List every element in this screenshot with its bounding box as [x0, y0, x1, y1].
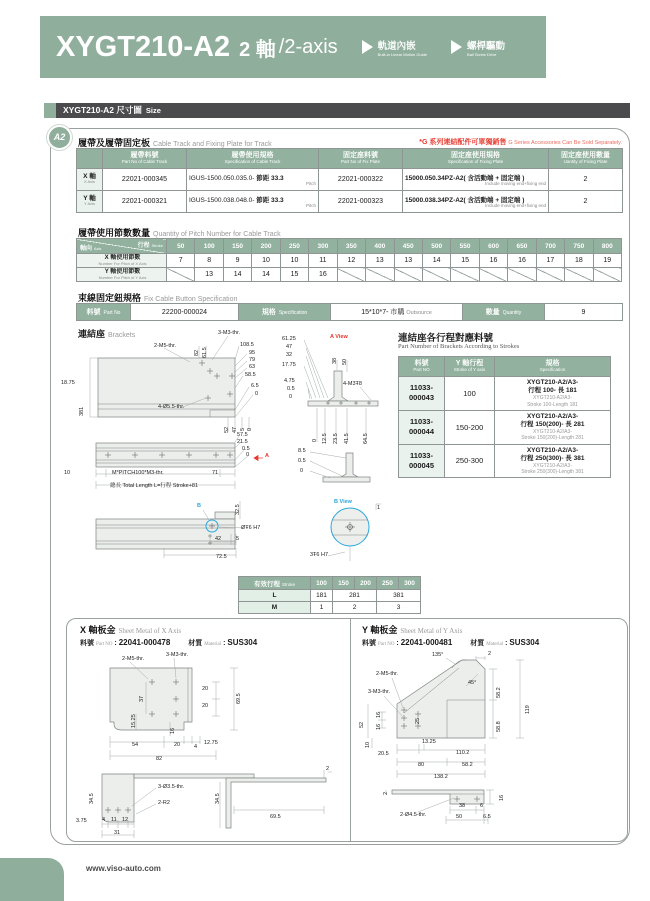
dim-label: 47 [286, 344, 293, 350]
dim-label: 119 [525, 705, 531, 714]
spec-cell: XYGT210-A2/A3- 行程 250(300)- 長 381 XYGT210-A2/A3- Stroke 250(300)-Length 381 [495, 444, 611, 478]
length-label: L [239, 590, 311, 602]
dim-label: 16 [376, 711, 382, 718]
dim-label: 10 [64, 470, 71, 476]
dim-label: 6.5 [251, 383, 259, 389]
dim-label: 69.5 [270, 814, 281, 820]
dim-label: 2-M5-thr. [154, 343, 177, 349]
footer-tab [0, 858, 64, 901]
arrow-right-icon [451, 40, 462, 54]
dim-label: 0 [289, 394, 293, 400]
badge-screw-en: Ball Screw Drive [467, 51, 497, 57]
dim-label: 0.5 [287, 386, 295, 392]
fix-button-row [77, 304, 623, 321]
track-spec-cell: IGUS-1500.038.048.0- 節距 33.3 Pitch [187, 191, 319, 213]
length-value: 181 [311, 590, 333, 602]
header-plate-part: 固定座料號 Part No of Fix Plate [319, 149, 403, 169]
length-row [239, 590, 421, 602]
y-pitch-value: 13 [195, 268, 223, 282]
fix-button-table [76, 303, 623, 321]
dim-label: 138.2 [434, 774, 448, 780]
fix-button-title: 束線固定鈕規格 Fix Cable Button Specification [78, 293, 238, 303]
y-pitch-na [422, 268, 450, 282]
y-pitch-na [536, 268, 564, 282]
part-no-value: 22200-000024 [131, 304, 239, 321]
stroke-col: 150 [223, 239, 251, 254]
dim-label: 1 [377, 505, 381, 511]
y-pitch-value: 15 [280, 268, 308, 282]
dim-label: 57.5 [237, 432, 248, 438]
dim-label: 16 [499, 794, 505, 801]
dim-label: 0 [255, 391, 259, 397]
b-view-label: B View [334, 499, 352, 505]
dim-label: 79 [249, 357, 256, 363]
axis-count-zh: 2 軸 [239, 38, 276, 61]
sheet-divider [350, 618, 351, 842]
dim-label: 45° [468, 680, 477, 686]
header-plate-qty: 固定座使用數量 Uantity of Fixing Plate [549, 149, 623, 169]
stroke-col: 700 [536, 239, 564, 254]
x-pitch-label: X 軸使用節數 Number For Pitch of X Axis [77, 254, 167, 268]
dim-label: 0.5 [242, 446, 250, 452]
axis-label-cell: Y 軸 Y Axis [77, 191, 103, 213]
x-pitch-value: 18 [565, 254, 593, 268]
y-sheet-title: Y 軸板金 Sheet Metal of Y Axis [362, 625, 463, 635]
m-value: 1 [311, 602, 333, 614]
page-title: XYGT210-A2 [56, 30, 231, 63]
x-pitch-value: 11 [309, 254, 337, 268]
dim-label: 20.5 [378, 751, 389, 757]
header-plate-spec: 固定座使用規格 Specification of Fixing Plate [403, 149, 549, 169]
axis-count-en: /2-axis [278, 35, 338, 58]
qty-value: 9 [545, 304, 623, 321]
table-row [399, 377, 611, 411]
x-pitch-value: 19 [593, 254, 621, 268]
y-pitch-na [337, 268, 365, 282]
pitch-table-title: 履帶使用節數數量 Quantity of Pitch Number for Cable Track [78, 228, 281, 238]
dim-label: 5 [236, 536, 240, 542]
dim-label: 58.2 [462, 762, 473, 768]
axis-label-cell: X 軸 X Axis [77, 169, 103, 191]
total-length-label: 總長 Total Length L=行程 Stroke+81 [110, 483, 199, 489]
dim-label: 3-M3-thr. [166, 652, 189, 658]
dim-label: 15.25 [131, 714, 137, 728]
x-pitch-value: 17 [536, 254, 564, 268]
dim-label: 4.75 [284, 378, 295, 384]
dim-label: 52 [359, 721, 365, 728]
feature-badge-guide [362, 38, 427, 57]
y-pitch-label: Y 軸使用節數 Number For Pitch of Y Axis [77, 268, 167, 282]
stroke-col: 800 [593, 239, 621, 254]
dim-label: 20 [202, 703, 209, 709]
x-pitch-value: 16 [508, 254, 536, 268]
dim-label: 4-Ø5.5-thr. [158, 404, 185, 410]
m-value: 2 [333, 602, 377, 614]
badge-screw-zh: 螺桿驅動 [467, 40, 506, 52]
dim-label: 82 [156, 756, 163, 762]
y-pitch-na [451, 268, 479, 282]
header-track-part: 履帶料號 Part No of Cable Track [103, 149, 187, 169]
y-pitch-value: 14 [223, 268, 251, 282]
dim-label: 12.5 [322, 433, 328, 444]
feature-badge-screw [451, 38, 505, 57]
track-part-cell: 22021-000321 [103, 191, 187, 213]
dim-label: 4-M3Ŧ8 [343, 381, 362, 387]
arrow-right-icon [362, 40, 373, 54]
y-pitch-na [565, 268, 593, 282]
dim-label: 3-M3-thr. [368, 689, 391, 695]
stroke-col: 100 [195, 239, 223, 254]
dim-label: ØŦ6 H7 [241, 525, 261, 531]
dim-label: 16 [170, 727, 176, 734]
dim-label: 2 [326, 766, 330, 772]
stroke-col: 500 [422, 239, 450, 254]
header-part: 料號 Part NO [399, 357, 445, 377]
dim-label: 37 [139, 695, 145, 702]
dim-label: 3Ŧ6 H7 [310, 552, 329, 558]
header-band [40, 16, 546, 78]
pitch-table [76, 238, 622, 282]
dim-label: 72.5 [216, 554, 227, 560]
dim-label: 20 [174, 742, 181, 748]
y-pitch-value: 16 [309, 268, 337, 282]
dim-label: 0.5 [298, 458, 306, 464]
m-value: 3 [377, 602, 421, 614]
cable-track-table [76, 148, 623, 213]
section-title-zh: XYGT210-A2 尺寸圖 [63, 105, 142, 115]
dim-label: 2 [488, 651, 492, 657]
section-b-label: B [197, 503, 201, 509]
table-row [399, 444, 611, 478]
part-no-cell: 11033- 000043 [399, 377, 445, 411]
dim-label: 95 [249, 350, 256, 356]
dim-label: 52 [224, 426, 230, 433]
table-row-y-axis [77, 191, 623, 213]
table-header-row [77, 149, 623, 169]
stroke-col: 250 [280, 239, 308, 254]
dim-label: 38 [332, 357, 338, 364]
x-pitch-value: 14 [422, 254, 450, 268]
stroke-cell: 100 [445, 377, 495, 411]
dim-label: 54 [132, 742, 139, 748]
dim-label: 0 [247, 427, 253, 431]
part-no-cell: 11033- 000044 [399, 410, 445, 444]
dim-label: 71 [212, 470, 219, 476]
dim-label: 6 [480, 803, 484, 809]
dim-label: 32 [286, 352, 293, 358]
dim-label: 2 [383, 791, 389, 795]
stroke-col: 350 [337, 239, 365, 254]
bracket-parts-title: 連結座各行程對應料號 [398, 333, 494, 344]
y-pitch-na [593, 268, 621, 282]
dim-label: 50 [342, 358, 348, 365]
spec-value: 15*10*7- 市購 Outsource [331, 304, 463, 321]
dim-label: 3-Ø3.5-thr. [158, 784, 185, 790]
stroke-col: 400 [366, 239, 394, 254]
x-pitch-value: 9 [223, 254, 251, 268]
y-pitch-na [479, 268, 507, 282]
dim-label: 0 [312, 438, 318, 442]
dim-label: 41.5 [344, 433, 350, 444]
stroke-col: 450 [394, 239, 422, 254]
dim-label: 82 [194, 349, 200, 356]
plate-qty-cell: 2 [549, 191, 623, 213]
dim-label: 5 [240, 427, 246, 431]
length-value: 281 [333, 590, 377, 602]
dim-label: 6.5 [483, 814, 491, 820]
dim-label: 31 [114, 830, 121, 836]
stroke-col: 250 [377, 577, 399, 590]
y-pitch-value: 14 [252, 268, 280, 282]
x-pitch-value: 13 [366, 254, 394, 268]
y-sheet-part-line: 料號 Part NO : 22041-000481 材質 Material : SUS304 [362, 638, 540, 647]
dim-label: 23.5 [333, 433, 339, 444]
dim-label: 25 [415, 717, 421, 724]
dim-label: 58.2 [496, 687, 502, 698]
stroke-col: 600 [479, 239, 507, 254]
x-pitch-value: 10 [280, 254, 308, 268]
pitch-y-row [77, 268, 622, 282]
spec-cell: XYGT210-A2/A3- 行程 100- 長 181 XYGT210-A2/A3- Stroke 100-Length 181 [495, 377, 611, 411]
m-row [239, 602, 421, 614]
dim-label: 0 [300, 468, 304, 474]
dim-label: 61.5 [202, 347, 208, 358]
qty-header: 數量 Quantity [463, 304, 545, 321]
dim-label: 8.5 [298, 448, 306, 454]
header-spec: 規格 Specification [495, 357, 611, 377]
dim-label: 47 [232, 426, 238, 433]
stroke-cell: 150-200 [445, 410, 495, 444]
dim-label: 110.2 [456, 750, 470, 756]
y-pitch-na [394, 268, 422, 282]
bracket-parts-subtitle: Part Number of Brackets According to Strokes [398, 343, 520, 350]
header-band-inner [40, 16, 546, 78]
stroke-col: 300 [399, 577, 421, 590]
plate-part-cell: 22021-000323 [319, 191, 403, 213]
table-row-x-axis [77, 169, 623, 191]
stroke-col: 300 [309, 239, 337, 254]
badge-guide-zh: 軌道內嵌 [377, 40, 416, 52]
dim-label: 58.8 [496, 721, 502, 732]
brackets-drawing-shapes [60, 330, 400, 614]
m-label: M [239, 602, 311, 614]
dim-label: 2-R2 [158, 800, 170, 806]
y-pitch-na [508, 268, 536, 282]
stroke-col: 150 [333, 577, 355, 590]
x-pitch-value: 16 [479, 254, 507, 268]
header-empty [77, 149, 103, 169]
plate-part-cell: 22021-000322 [319, 169, 403, 191]
table-row [399, 410, 611, 444]
plate-qty-cell: 2 [549, 169, 623, 191]
dim-label: 12.75 [204, 740, 218, 746]
stroke-col: 550 [451, 239, 479, 254]
pitch-x-row [77, 254, 622, 268]
dim-label: 20 [202, 686, 209, 692]
dim-label: 135° [432, 652, 444, 658]
dim-label: 21.5 [237, 439, 248, 445]
stroke-header: 有效行程 Stroke [239, 577, 311, 590]
plate-spec-cell: 15000.050.34PZ-A2( 含活動端 + 固定端 ) Include moving end+fixing end [403, 169, 549, 191]
footer-url: www.viso-auto.com [86, 864, 161, 873]
dim-label: 17.75 [282, 362, 296, 368]
pitch-header-row [77, 239, 622, 254]
x-pitch-value: 12 [337, 254, 365, 268]
dim-label: 34.5 [89, 793, 95, 804]
dim-label: 108.5 [240, 342, 254, 348]
dim-label: 63 [249, 364, 256, 370]
bracket-parts-header [399, 357, 611, 377]
spec-header: 規格 Specification [239, 304, 331, 321]
cable-track-title: 履帶及履帶固定板 Cable Track and Fixing Plate for Track [78, 138, 272, 148]
dim-label: 0 [246, 452, 250, 458]
bracket-parts-table [398, 356, 611, 478]
effective-stroke-table [238, 576, 421, 614]
dim-label: 12 [122, 817, 129, 823]
x-sheet-part-line: 料號 Part NO : 22041-000478 材質 Material : SUS304 [80, 638, 258, 647]
spec-cell: XYGT210-A2/A3- 行程 150(200)- 長 281 XYGT210-A2/A3- Stroke 150(200)-Length 281 [495, 410, 611, 444]
header-stroke: Y 軸行程 Stroke of Y axis [445, 357, 495, 377]
section-chip [44, 103, 56, 118]
brackets-title: 連結座 Brackets [78, 329, 136, 339]
dim-label: 2-M5-thr. [376, 671, 399, 677]
dim-label: 3-M3-thr. [218, 330, 241, 336]
x-pitch-value: 15 [451, 254, 479, 268]
y-sheet-drawing [358, 652, 622, 840]
y-pitch-na [167, 268, 195, 282]
a-view-label: A View [330, 334, 348, 340]
stroke-col: 650 [508, 239, 536, 254]
x-sheet-drawing [74, 652, 340, 840]
dim-label: 10 [365, 741, 371, 748]
badge-guide-en: Built-in Linear Motion Guide [377, 51, 428, 57]
dim-label: 381 [79, 406, 85, 416]
header-track-spec: 履帶使用規格 Specification of Cable Track [187, 149, 319, 169]
dim-label: 3.75 [76, 818, 87, 824]
dim-label: 38 [459, 803, 466, 809]
y-sheet-shapes [358, 652, 622, 840]
x-pitch-value: 13 [394, 254, 422, 268]
track-part-cell: 22021-000345 [103, 169, 187, 191]
x-pitch-value: 8 [195, 254, 223, 268]
stroke-cell: 250-300 [445, 444, 495, 478]
dim-label: 4 [194, 744, 198, 750]
stroke-col: 100 [311, 577, 333, 590]
dim-label: 13.25 [422, 739, 436, 745]
plate-spec-cell: 15000.038.34PZ-A2( 含活動端 + 固定端 ) Include moving end+fixing end [403, 191, 549, 213]
dim-label: 69.5 [236, 693, 242, 704]
page-badge: A2 [47, 125, 72, 150]
dim-label: 11 [111, 817, 117, 823]
part-no-cell: 11033- 000045 [399, 444, 445, 478]
y-pitch-na [366, 268, 394, 282]
section-a-label: A [265, 453, 269, 459]
x-pitch-value: 7 [167, 254, 195, 268]
g-series-note: *G 系列連結配件可單獨銷售 G Series Accessories Can Be Sold Separately. [419, 139, 622, 146]
x-sheet-title: X 軸板金 Sheet Metal of X Axis [80, 625, 182, 635]
stroke-col: 50 [167, 239, 195, 254]
length-value: 381 [377, 590, 421, 602]
section-title-en: Size [145, 106, 161, 115]
dim-label: 2-M5-thr. [122, 656, 145, 662]
dim-label: 64.5 [363, 433, 369, 444]
dim-label: 80 [418, 762, 425, 768]
track-spec-cell: IGUS-1500.050.035.0- 節距 33.3 Pitch [187, 169, 319, 191]
stroke-col: 200 [252, 239, 280, 254]
part-no-header: 料號 Part No [77, 304, 131, 321]
section-bar [56, 103, 630, 118]
dim-label: M*PITCH100*M3-thr. [112, 470, 164, 476]
dim-label: 4 [102, 817, 106, 823]
stroke-col: 200 [355, 577, 377, 590]
corner-cell: 行程 Stroke 軸向 Axis [77, 239, 167, 254]
stroke-header-row [239, 577, 421, 590]
dim-label: 34.5 [215, 793, 221, 804]
dim-label: 16 [376, 723, 382, 730]
dim-label: 18.75 [61, 380, 75, 386]
stroke-col: 750 [565, 239, 593, 254]
dim-label: 61.25 [282, 336, 296, 342]
dim-label: 50 [456, 814, 463, 820]
dim-label: 42 [215, 536, 222, 542]
dim-label: 58.5 [245, 372, 256, 378]
dim-label: 32.5 [235, 504, 241, 515]
dim-label: 2-Ø4.5-thr. [400, 812, 427, 818]
x-pitch-value: 10 [252, 254, 280, 268]
brackets-drawing [60, 330, 400, 614]
